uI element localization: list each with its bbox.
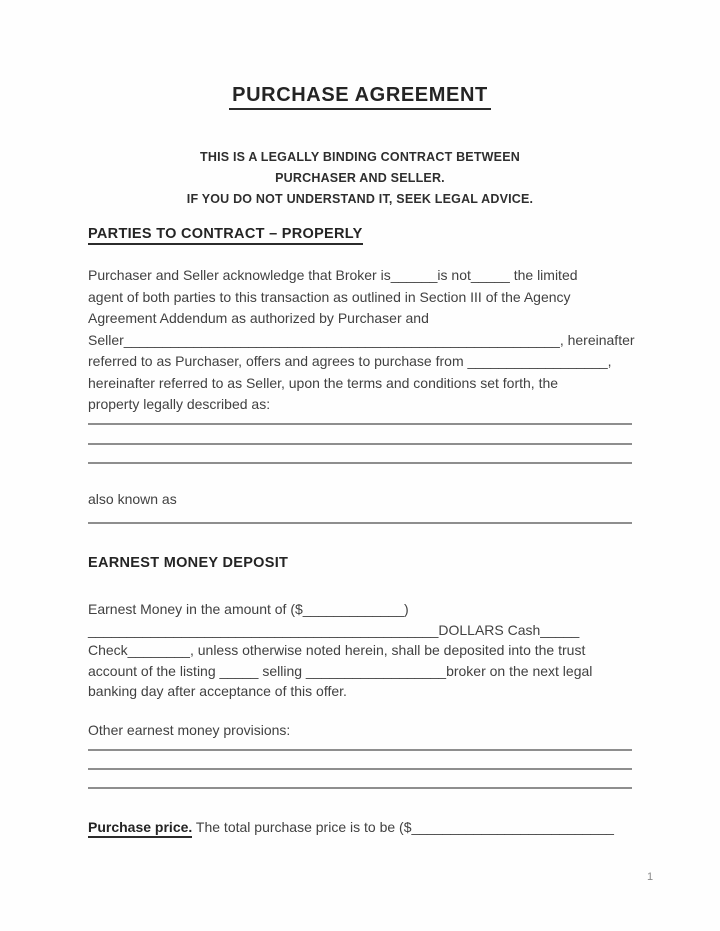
warning-line-1: THIS IS A LEGALLY BINDING CONTRACT BETWEEN <box>200 150 520 164</box>
warning-line-3: IF YOU DO NOT UNDERSTAND IT, SEEK LEGAL ADVICE. <box>186 192 534 206</box>
legal-warning-notice <box>88 147 632 210</box>
other-provisions-label: Other earnest money provisions: <box>88 721 291 738</box>
paragraph-line: Earnest Money in the amount of ($_____________) <box>88 601 409 617</box>
paragraph-line: _____________________________________________DOLLARS Cash_____ <box>88 621 580 638</box>
page-number: 1 <box>647 871 654 883</box>
title-container <box>88 84 632 110</box>
purchase-price-label: Purchase price. <box>88 819 192 838</box>
earnest-money-section-heading: EARNEST MONEY DEPOSIT <box>88 555 289 571</box>
also-known-as-write-line <box>88 522 632 524</box>
parties-paragraph <box>88 265 635 416</box>
earnest-money-paragraph <box>88 599 632 702</box>
paragraph-line: Seller________________________________________________________, hereinafter <box>88 331 635 348</box>
page-title: PURCHASE AGREEMENT <box>229 84 491 110</box>
purchase-price-line <box>88 816 632 838</box>
paragraph-line: banking day after acceptance of this offer. <box>88 683 347 699</box>
paragraph-line: Agreement Addendum as authorized by Purchaser and <box>88 310 429 326</box>
legal-description-write-line-3 <box>88 462 632 464</box>
paragraph-line: account of the listing _____ selling __________________broker on the next legal <box>88 662 593 679</box>
parties-section-heading-row <box>88 226 632 245</box>
also-known-as-label: also known as <box>88 491 177 507</box>
paragraph-line: Purchaser and Seller acknowledge that Broker is______is not_____ the limited <box>88 267 578 283</box>
parties-section-heading: PARTIES TO CONTRACT – PROPERLY <box>88 226 363 245</box>
warning-line-2: PURCHASER AND SELLER. <box>275 171 445 185</box>
purchase-price-text: The total purchase price is to be ($__________________________ <box>192 818 614 835</box>
other-provisions-write-line-1 <box>88 749 632 751</box>
paragraph-line: referred to as Purchaser, offers and agrees to purchase from __________________, <box>88 353 612 369</box>
paragraph-line: hereinafter referred to as Seller, upon the terms and conditions set forth, the <box>88 374 559 391</box>
other-provisions-write-line-2 <box>88 768 632 770</box>
legal-description-write-line-1 <box>88 423 632 425</box>
legal-description-write-line-2 <box>88 443 632 445</box>
paragraph-line: agent of both parties to this transaction as outlined in Section III of the Agency <box>88 288 571 305</box>
paragraph-line: property legally described as: <box>88 396 271 412</box>
paragraph-line: Check________, unless otherwise noted herein, shall be deposited into the trust <box>88 642 586 658</box>
other-provisions-write-line-3 <box>88 787 632 789</box>
